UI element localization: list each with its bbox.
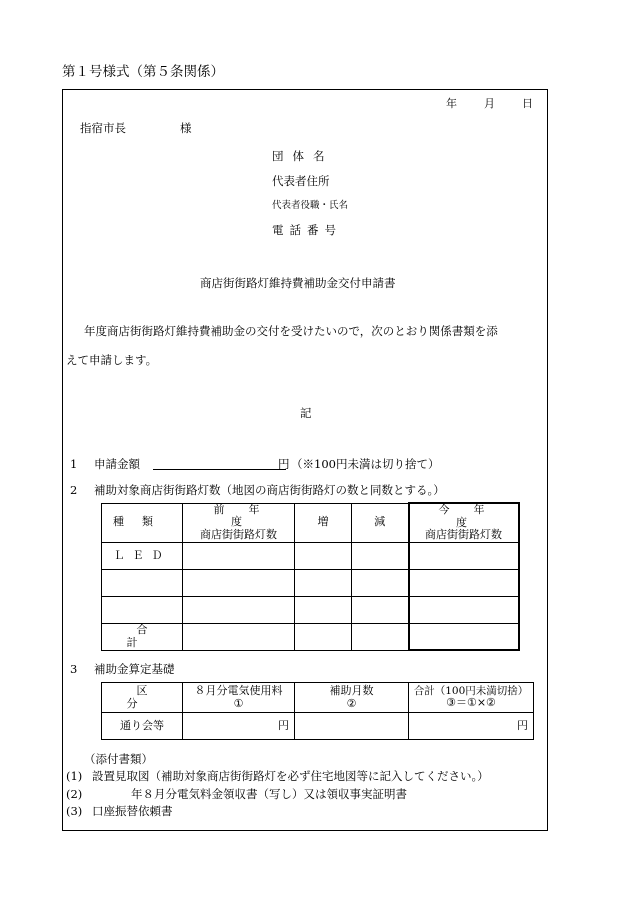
representative-title-name-label: 代表者役職・氏名	[272, 200, 349, 211]
row-type-2[interactable]	[102, 569, 183, 596]
cell-total-this-year[interactable]	[409, 623, 519, 650]
item2-number: 2	[70, 483, 78, 497]
header-this-year-top: 今年度	[438, 503, 509, 529]
cell-led-this-year[interactable]	[409, 542, 519, 569]
row-total	[102, 623, 183, 650]
cell-electricity-yen[interactable]: 円	[183, 713, 295, 740]
cell-led-decrease[interactable]	[352, 542, 409, 569]
addressee-name: 指宿市長	[80, 121, 126, 135]
attachment-1-number: (1)	[66, 769, 83, 783]
attachment-3-number: (3)	[66, 804, 83, 818]
header-type-text: 種類	[113, 515, 171, 529]
item1-number: 1	[70, 457, 78, 471]
cell-row3-increase[interactable]	[295, 596, 352, 623]
cell-calc-total-yen[interactable]: 円	[409, 713, 534, 740]
row-type-3[interactable]	[102, 596, 183, 623]
date-day: 日	[522, 97, 533, 110]
subsidy-calculation-table	[101, 682, 534, 740]
attachment-3-text: 口座振替依頼書	[92, 804, 173, 818]
group-name-label: 団体名	[272, 149, 334, 163]
item1-label: 申請金額	[94, 457, 140, 471]
cell-row2-this-year[interactable]	[409, 569, 519, 596]
header-calc-total-top: 合計（100円未満切捨）	[413, 685, 529, 698]
item3-label: 補助金算定基礎	[94, 662, 175, 676]
header-months-bottom: ②	[346, 696, 357, 710]
cell-row2-decrease[interactable]	[352, 569, 409, 596]
attachments-heading: （添付書類）	[84, 752, 153, 766]
item2-label: 補助対象商店街街路灯数（地図の商店街街路灯の数と同数とする。）	[94, 483, 445, 497]
body-line-1: 年度商店街街路灯維持費補助金の交付を受けたいので，次のとおり関係書類を添	[84, 324, 498, 338]
date-month: 月	[484, 97, 495, 110]
cell-row2-prev[interactable]	[183, 569, 295, 596]
cell-row2-increase[interactable]	[295, 569, 352, 596]
representative-address-label: 代表者住所	[272, 174, 330, 188]
addressee-honorific: 様	[180, 121, 192, 135]
cell-row3-decrease[interactable]	[352, 596, 409, 623]
header-prev-year-bottom: 商店街街路灯数	[200, 528, 277, 542]
cell-months[interactable]	[295, 713, 409, 740]
header-calc-total	[409, 683, 534, 713]
header-months	[295, 683, 409, 713]
attachment-2-number: (2)	[66, 787, 83, 801]
row-type-led	[102, 542, 183, 569]
streetlight-count-table	[101, 502, 520, 651]
header-division	[102, 683, 183, 713]
header-division-text: 区分	[126, 683, 168, 710]
row-association: 通り会等	[102, 713, 183, 740]
item1-note: （※100円未満は切り捨て）	[291, 457, 440, 471]
cell-total-decrease[interactable]	[352, 623, 409, 650]
amount-input-line	[153, 468, 286, 470]
header-type	[102, 503, 183, 542]
header-electricity-top: ８月分電気使用料	[194, 683, 283, 697]
cell-row3-prev[interactable]	[183, 596, 295, 623]
cell-led-prev[interactable]	[183, 542, 295, 569]
attachment-1-text: 設置見取図（補助対象商店街街路灯を必ず住宅地図等に記入してください。）	[92, 769, 489, 783]
row-type-led-text: ＬＥＤ	[113, 548, 171, 562]
item3-number: 3	[70, 662, 78, 676]
header-months-top: 補助月数	[329, 683, 374, 697]
header-prev-year-top: 前年度	[213, 502, 284, 529]
attachment-2-text: 年８月分電気料金領収書（写し）又は領収事実証明書	[131, 787, 407, 801]
cell-row3-this-year[interactable]	[409, 596, 519, 623]
header-this-year-bottom: 商店街街路灯数	[425, 528, 502, 542]
cell-total-increase[interactable]	[295, 623, 352, 650]
header-calc-total-bottom: ③＝①×②	[446, 696, 496, 710]
header-decrease: 減	[352, 503, 409, 542]
header-electricity-bottom: ①	[233, 696, 244, 710]
item1-unit: 円	[278, 457, 290, 471]
header-this-year	[409, 503, 519, 542]
row-total-text: 合計	[126, 623, 168, 649]
cell-led-increase[interactable]	[295, 542, 352, 569]
header-increase: 増	[295, 503, 352, 542]
ki-label: 記	[300, 406, 312, 420]
date-year: 年	[446, 97, 457, 110]
header-prev-year	[183, 503, 295, 542]
cell-total-prev[interactable]	[183, 623, 295, 650]
body-line-2: えて申請します。	[66, 353, 158, 367]
document-title: 商店街街路灯維持費補助金交付申請書	[200, 276, 396, 290]
phone-number-label: 電話番号	[272, 223, 342, 237]
form-label: 第１号様式（第５条関係）	[62, 64, 224, 80]
header-electricity	[183, 683, 295, 713]
